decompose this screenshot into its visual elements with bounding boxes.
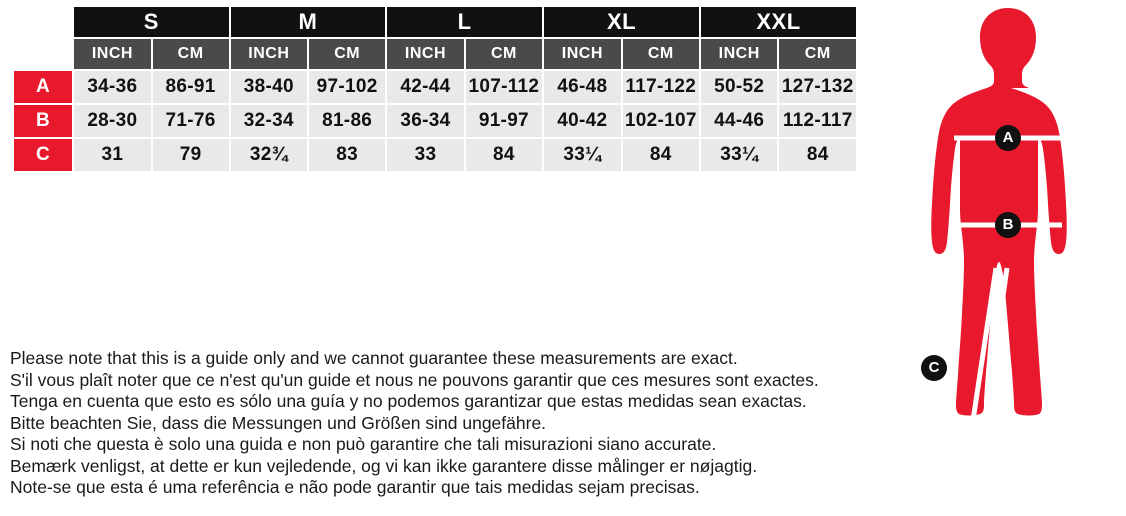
unit-header-xl-cm: CM	[623, 39, 699, 69]
cell-b-l-inch: 36-34	[387, 105, 463, 137]
note-line-de: Bitte beachten Sie, dass die Messungen und Größen sind ungefähre.	[10, 412, 547, 433]
cell-c-s-inch: 31	[74, 139, 150, 171]
table-size-header-row	[14, 7, 856, 37]
cell-c-xl-cm: 84	[623, 139, 699, 171]
table-row	[14, 105, 856, 137]
marker-a: A	[995, 125, 1021, 151]
cell-c-xxl-inch: 33¼	[701, 139, 777, 171]
unit-row-corner-cell	[14, 39, 72, 69]
measurement-label-c: C	[14, 139, 72, 171]
cell-c-l-cm: 84	[466, 139, 542, 171]
size-header-xxl: XXL	[701, 7, 856, 37]
note-line-es: Tenga en cuenta que esto es sólo una guía y no podemos garantizar que estas medidas sean exactas.	[10, 391, 807, 411]
table-row	[14, 139, 856, 171]
cell-c-l-inch: 33	[387, 139, 463, 171]
note-line-pt: Note-se que esta é uma referência e não pode garantir que tais medidas sejam precisas.	[10, 477, 700, 497]
cell-c-xxl-cm: 84	[779, 139, 856, 171]
unit-header-xl-inch: INCH	[544, 39, 620, 69]
table-row	[14, 71, 856, 103]
note-line-fr: S'il vous plaît noter que ce n'est qu'un guide et nous ne pouvons garantir que ces mesures sont exactes.	[10, 369, 819, 390]
cell-b-s-cm: 71-76	[153, 105, 229, 137]
cell-c-s-cm: 79	[153, 139, 229, 171]
size-header-l: L	[387, 7, 542, 37]
size-header-m: M	[231, 7, 386, 37]
unit-header-s-cm: CM	[153, 39, 229, 69]
cell-a-s-cm: 86-91	[153, 71, 229, 103]
unit-header-m-inch: INCH	[231, 39, 307, 69]
body-figure	[908, 0, 1108, 516]
cell-a-s-inch: 34-36	[74, 71, 150, 103]
unit-header-s-inch: INCH	[74, 39, 150, 69]
measurement-label-a: A	[14, 71, 72, 103]
table-unit-header-row	[14, 39, 856, 69]
note-line-it: Si noti che questa è solo una guida e non può garantire che tali misurazioni siano accurate.	[10, 434, 717, 454]
marker-c: C	[921, 355, 947, 381]
size-chart-table	[12, 5, 858, 173]
unit-header-xxl-inch: INCH	[701, 39, 777, 69]
cell-b-xxl-cm: 112-117	[779, 105, 856, 137]
measurement-label-b: B	[14, 105, 72, 137]
cell-a-xl-inch: 46-48	[544, 71, 620, 103]
cell-a-m-inch: 38-40	[231, 71, 307, 103]
cell-b-m-inch: 32-34	[231, 105, 307, 137]
cell-a-xl-cm: 117-122	[623, 71, 699, 103]
cell-b-m-cm: 81-86	[309, 105, 385, 137]
table-corner-cell	[14, 7, 72, 37]
cell-a-l-cm: 107-112	[466, 71, 542, 103]
size-header-xl: XL	[544, 7, 699, 37]
unit-header-xxl-cm: CM	[779, 39, 856, 69]
cell-c-xl-inch: 33¼	[544, 139, 620, 171]
unit-header-m-cm: CM	[309, 39, 385, 69]
cell-c-m-inch: 32¾	[231, 139, 307, 171]
cell-c-m-cm: 83	[309, 139, 385, 171]
cell-a-xxl-cm: 127-132	[779, 71, 856, 103]
cell-b-xl-inch: 40-42	[544, 105, 620, 137]
cell-b-s-inch: 28-30	[74, 105, 150, 137]
marker-b: B	[995, 212, 1021, 238]
note-line-en: Please note that this is a guide only and we cannot guarantee these measurements are exact.	[10, 348, 738, 368]
cell-b-l-cm: 91-97	[466, 105, 542, 137]
unit-header-l-cm: CM	[466, 39, 542, 69]
cell-a-m-cm: 97-102	[309, 71, 385, 103]
unit-header-l-inch: INCH	[387, 39, 463, 69]
disclaimer-notes	[10, 348, 890, 499]
cell-b-xxl-inch: 44-46	[701, 105, 777, 137]
cell-a-l-inch: 42-44	[387, 71, 463, 103]
note-line-da: Bemærk venligst, at dette er kun vejledende, og vi kan ikke garantere disse målinger er nøjagtig.	[10, 455, 758, 476]
cell-b-xl-cm: 102-107	[623, 105, 699, 137]
cell-a-xxl-inch: 50-52	[701, 71, 777, 103]
size-header-s: S	[74, 7, 228, 37]
mannequin-silhouette-icon	[908, 0, 1108, 516]
